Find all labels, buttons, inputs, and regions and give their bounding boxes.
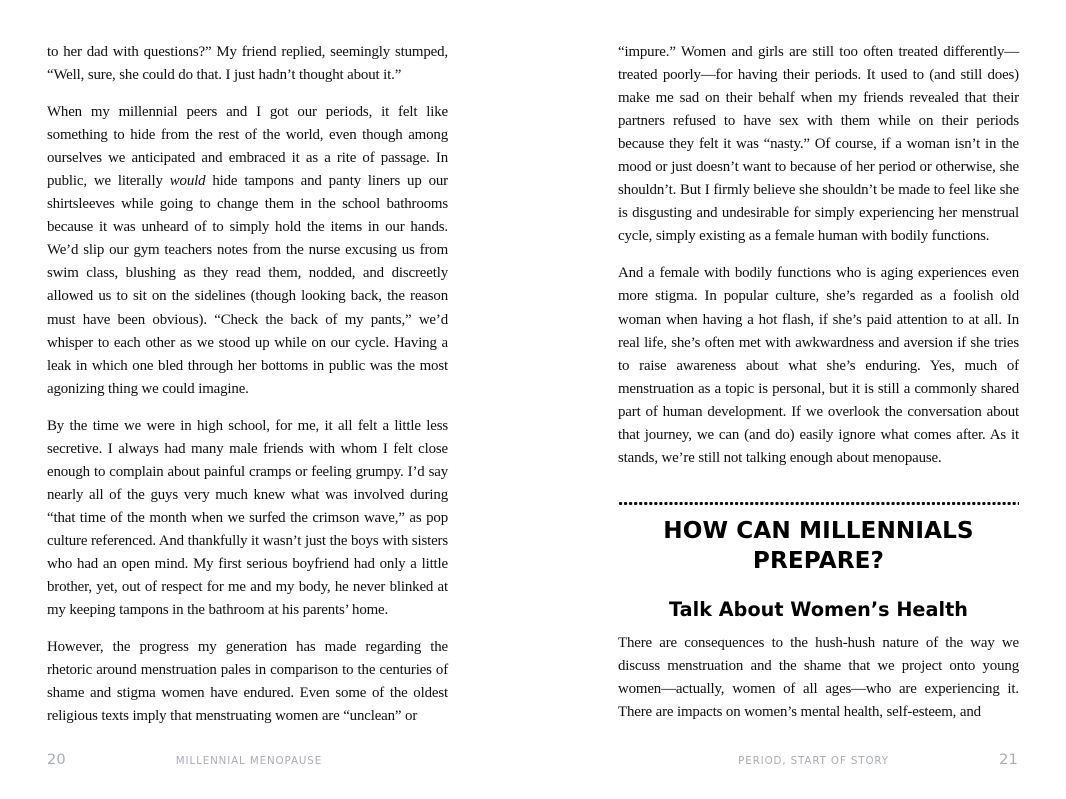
section-heading: HOW CAN MILLENNIALS PREPARE? [663,515,974,574]
emphasis-word: would [169,173,206,190]
running-head: PERIOD, START OF STORY [738,755,889,767]
paragraph-text: When my millennial peers and I got our periods, it felt like something to hide from the rest of the world, even though among ourselves we anticipated and embraced it as a rite of passage. In public, we literally [47,104,448,190]
paragraph [47,101,448,401]
page-number: 20 [47,751,66,768]
sub-heading: Talk About Women’s Health [669,597,968,621]
right-text-column [618,41,1019,724]
paragraph: However, the progress my generation has made regarding the rhetoric around menstruation pales in comparison to the centuries of shame and stigma women have endured. Even some of the oldest religious texts imply that menstruating women are “unclean” or [47,639,448,725]
paragraph: There are consequences to the hush-hush nature of the way we discuss menstruation and the shame that we project onto young women—actually, women of all ages—who are experiencing it. There are impacts on women’s mental health, self-esteem, and [618,634,1019,720]
page-footer-right [533,739,1066,799]
dotted-divider [618,501,1019,506]
running-head: MILLENNIAL MENOPAUSE [175,755,323,767]
paragraph: By the time we were in high school, for me, it all felt a little less secretive. I always had many male friends with whom I felt close enough to complain about painful cramps or feeling grumpy. I’d say nearly all of the guys very much knew what was involved during “that time of the month when we surfed the crimson wave,” as pop culture referenced. And thankfully it wasn’t just the boys with sisters who had an open mind. My first serious boyfriend had only a little brother, yet, out of respect for me and my body, he never blinked at my keeping tampons in the bathroom at his parents’ home. [47,417,448,619]
paragraph: to her dad with questions?” My friend replied, seemingly stumped, “Well, sure, she could do that. I just hadn’t thought about it.” [47,44,448,84]
page-footer-left [0,739,533,799]
page-number: 21 [999,751,1018,768]
paragraph: And a female with bodily functions who is aging experiences even more stigma. In popular culture, she’s regarded as a foolish old woman when having a hot flash, if she’s paid attention to at all. In real life, she’s often met with awkwardness and aversion if she tries to raise awareness about what she’s enduring. Yes, much of menstruation as a topic is personal, but it is still a commonly shared part of human development. If we overlook the conversation about that journey, we can (and do) easily ignore what comes after. As it stands, we’re still not talking enough about menopause. [618,265,1019,466]
section-heading-block [618,501,1019,623]
page-right [533,0,1066,799]
paragraph: “impure.” Women and girls are still too often treated differently—treated poorly—for having their periods. It used to (and still does) make me sad on their behalf when my friends revealed that their partners refused to have sex with them while on their periods because they felt it was “nasty.” Of course, if a woman isn’t in the mood or just doesn’t want to because of her period or otherwise, she shouldn’t. But I firmly believe she shouldn’t be made to feel like she is disgusting and undesirable for simply experiencing her menstrual cycle, simply existing as a female human with bodily functions. [618,44,1019,245]
left-text-column [47,41,448,728]
paragraph-text-continued: hide tampons and panty liners up our shirtsleeves while going to change them in the school bathrooms because it was unheard of to simply hold the items in our hands. We’d slip our gym teachers notes from the nurse excusing us from swim class, blushing as they read them, nodded, and discreetly allowed us to sit on the sidelines (though looking back, the reason must have been obvious). “Check the back of my pants,” we’d whisper to each other as we stood up while on our cycle. Having a leak in which one bled through her bottoms in public was the most agonizing thing we could imagine. [47,173,448,397]
